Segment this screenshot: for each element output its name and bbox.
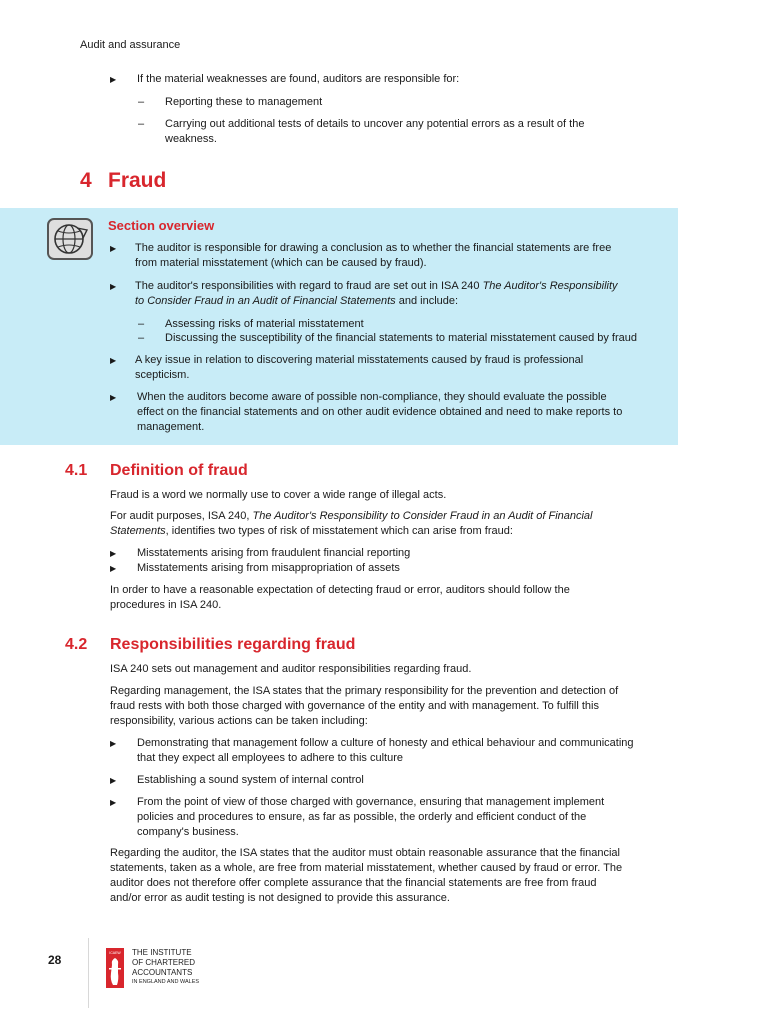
bullet-icon: ▶ bbox=[110, 75, 117, 84]
subsection-heading: 4.1 Definition of fraud bbox=[65, 462, 248, 479]
footer-divider bbox=[88, 938, 89, 1008]
bullet-icon: ▶ bbox=[110, 564, 117, 573]
bullet-icon: ▶ bbox=[110, 549, 117, 558]
paragraph: ISA 240 sets out management and auditor responsibilities regarding fraud. bbox=[110, 663, 472, 675]
page-number: 28 bbox=[48, 953, 62, 967]
svg-text:ICAEW: ICAEW bbox=[109, 951, 121, 955]
section-title bbox=[80, 168, 166, 194]
bullet-icon: ▶ bbox=[110, 244, 117, 253]
dash-icon: – bbox=[138, 96, 145, 108]
institute-name: THE INSTITUTE OF CHARTERED ACCOUNTANTS IN ENGLAND AND WALES bbox=[132, 948, 200, 985]
icaew-logo bbox=[106, 948, 124, 988]
bullet-icon: ▶ bbox=[110, 739, 117, 748]
paragraph: Fraud is a word we normally use to cover a wide range of illegal acts. bbox=[110, 489, 447, 501]
subsection-heading: 4.2 Responsibilities regarding fraud bbox=[65, 636, 356, 653]
bullet-icon: ▶ bbox=[110, 798, 117, 807]
paragraph: In order to have a reasonable expectation of detecting fraud or error, auditors should follow the procedures in ISA 240. bbox=[110, 584, 570, 611]
dash-icon: – bbox=[138, 118, 145, 130]
bullet-icon: ▶ bbox=[110, 282, 117, 291]
section-number: 4 bbox=[80, 169, 92, 192]
section-heading: Fraud bbox=[108, 169, 167, 192]
bullet-icon: ▶ bbox=[110, 356, 117, 365]
dash-icon: – bbox=[138, 332, 145, 344]
dash-icon: – bbox=[138, 318, 145, 330]
paragraph: Regarding the auditor, the ISA states that the auditor must obtain reasonable assurance that the financial statements, taken as a whole, are free from material misstatement, whether caused by fraud or error. The auditor does not therefore offer complete assurance that the financial statements are free from fraud and/or error as audit testing is not designed to provide this assurance. bbox=[110, 847, 623, 904]
overview-title: Section overview bbox=[108, 218, 215, 233]
bullet-icon: ▶ bbox=[110, 776, 117, 785]
paragraph: Regarding management, the ISA states that the primary responsibility for the prevention and detection of fraud rests with both those charged with governance of the entity and with management. To fulfill this responsibility, various actions can be taken including: bbox=[110, 685, 619, 727]
globe-icon bbox=[47, 218, 93, 260]
bullet-icon: ▶ bbox=[110, 393, 117, 402]
running-header: Audit and assurance bbox=[80, 39, 181, 51]
paragraph: For audit purposes, ISA 240, The Auditor's Responsibility to Consider Fraud in an Audit of Financial Statements, identifies two types of risk of misstatement which can arise from fraud: bbox=[110, 510, 593, 537]
